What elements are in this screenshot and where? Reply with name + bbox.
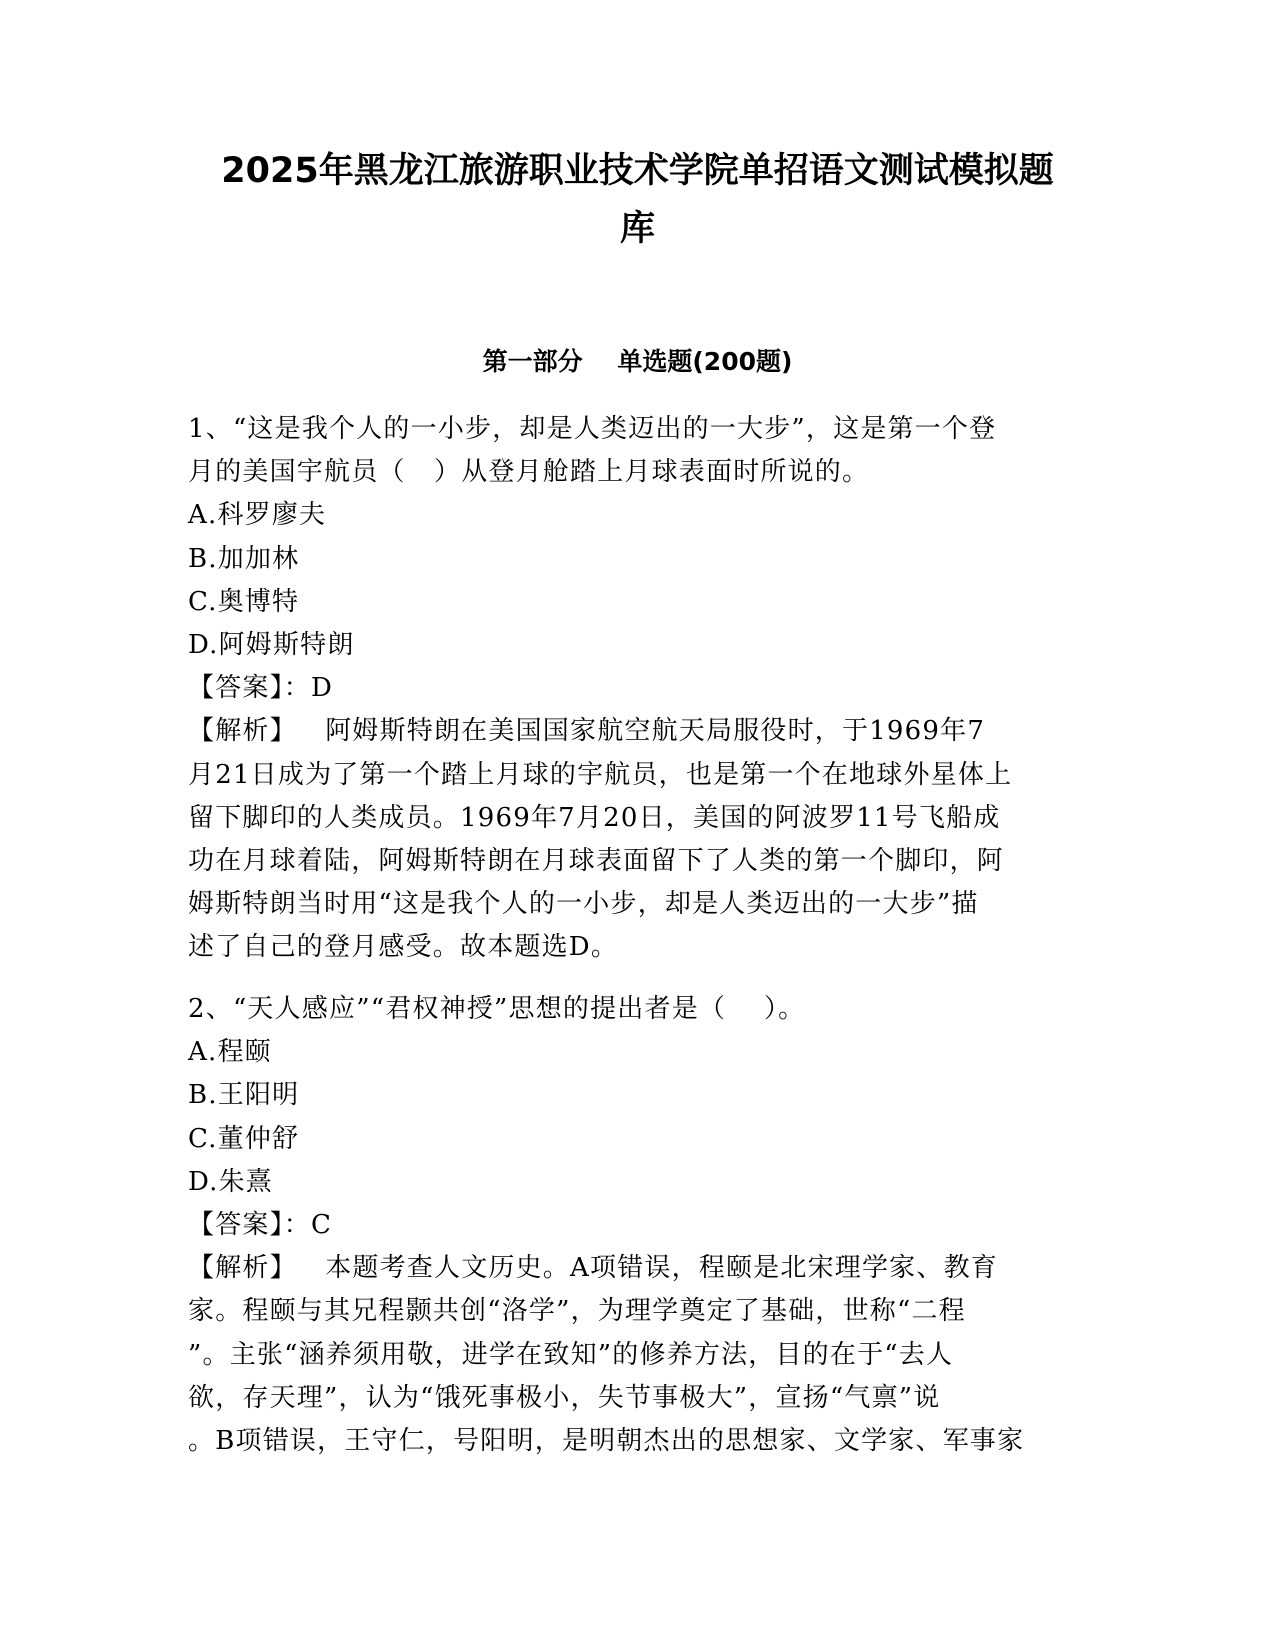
answer-option-a: A.程颐	[188, 1037, 272, 1068]
analysis-line: ”。主张“涵养须用敬，进学在致知”的修养方法，目的在于“去人	[188, 1339, 954, 1370]
analysis-line: 欲，存天理”，认为“饿死事极小，失节事极大”，宣扬“气禀”说	[188, 1382, 941, 1413]
answer-option-c: C.奥博特	[188, 586, 300, 617]
answer-option-d: D.朱熹	[188, 1166, 273, 1197]
answer-option-a: A.科罗廖夫	[188, 500, 327, 531]
question-stem-line: 月的美国宇航员（ ）从登月舱踏上月球表面时所说的。	[188, 457, 870, 488]
answer-option-c: C.董仲舒	[188, 1123, 300, 1154]
analysis-line: 家。程颐与其兄程颢共创“洛学”，为理学奠定了基础，世称“二程	[188, 1296, 966, 1327]
analysis-line: 月21日成为了第一个踏上月球的宇航员，也是第一个在地球外星体上	[188, 759, 1013, 790]
analysis-line: 姆斯特朗当时用“这是我个人的一小步，却是人类迈出的一大步”描	[188, 889, 979, 920]
question-stem-line: 2、“天人感应”“君权神授”思想的提出者是（ ）。	[188, 994, 806, 1024]
analysis-line: 留下脚印的人类成员。1969年7月20日，美国的阿波罗11号飞船成	[188, 802, 1001, 833]
section-title: 第一部分 单选题(200题)	[482, 347, 793, 376]
document-title-line: 2025年黑龙江旅游职业技术学院单招语文测试模拟题	[221, 151, 1054, 191]
analysis-line: 。B项错误，王守仁，号阳明，是明朝杰出的思想家、文学家、军事家	[188, 1426, 1025, 1457]
answer-line: 【答案】：D	[188, 673, 334, 704]
analysis-line: 【解析】 阿姆斯特朗在美国国家航空航天局服役时，于1969年7	[188, 716, 986, 747]
analysis-line: 【解析】 本题考查人文历史。A项错误，程颐是北宋理学家、教育	[188, 1253, 998, 1284]
answer-option-b: B.加加林	[188, 543, 300, 574]
question-stem-line: 1、“这是我个人的一小步，却是人类迈出的一大步”，这是第一个登	[188, 414, 997, 444]
document-title	[150, 142, 1125, 258]
question-block	[188, 408, 1088, 970]
analysis-line: 功在月球着陆，阿姆斯特朗在月球表面留下了人类的第一个脚印，阿	[188, 846, 1005, 877]
answer-option-d: D.阿姆斯特朗	[188, 630, 355, 661]
answer-line: 【答案】：C	[188, 1210, 333, 1241]
answer-option-b: B.王阳明	[188, 1080, 300, 1111]
document-title-line: 库	[619, 209, 655, 249]
analysis-line: 述了自己的登月感受。故本题选D。	[188, 932, 619, 963]
question-block	[188, 988, 1088, 1463]
